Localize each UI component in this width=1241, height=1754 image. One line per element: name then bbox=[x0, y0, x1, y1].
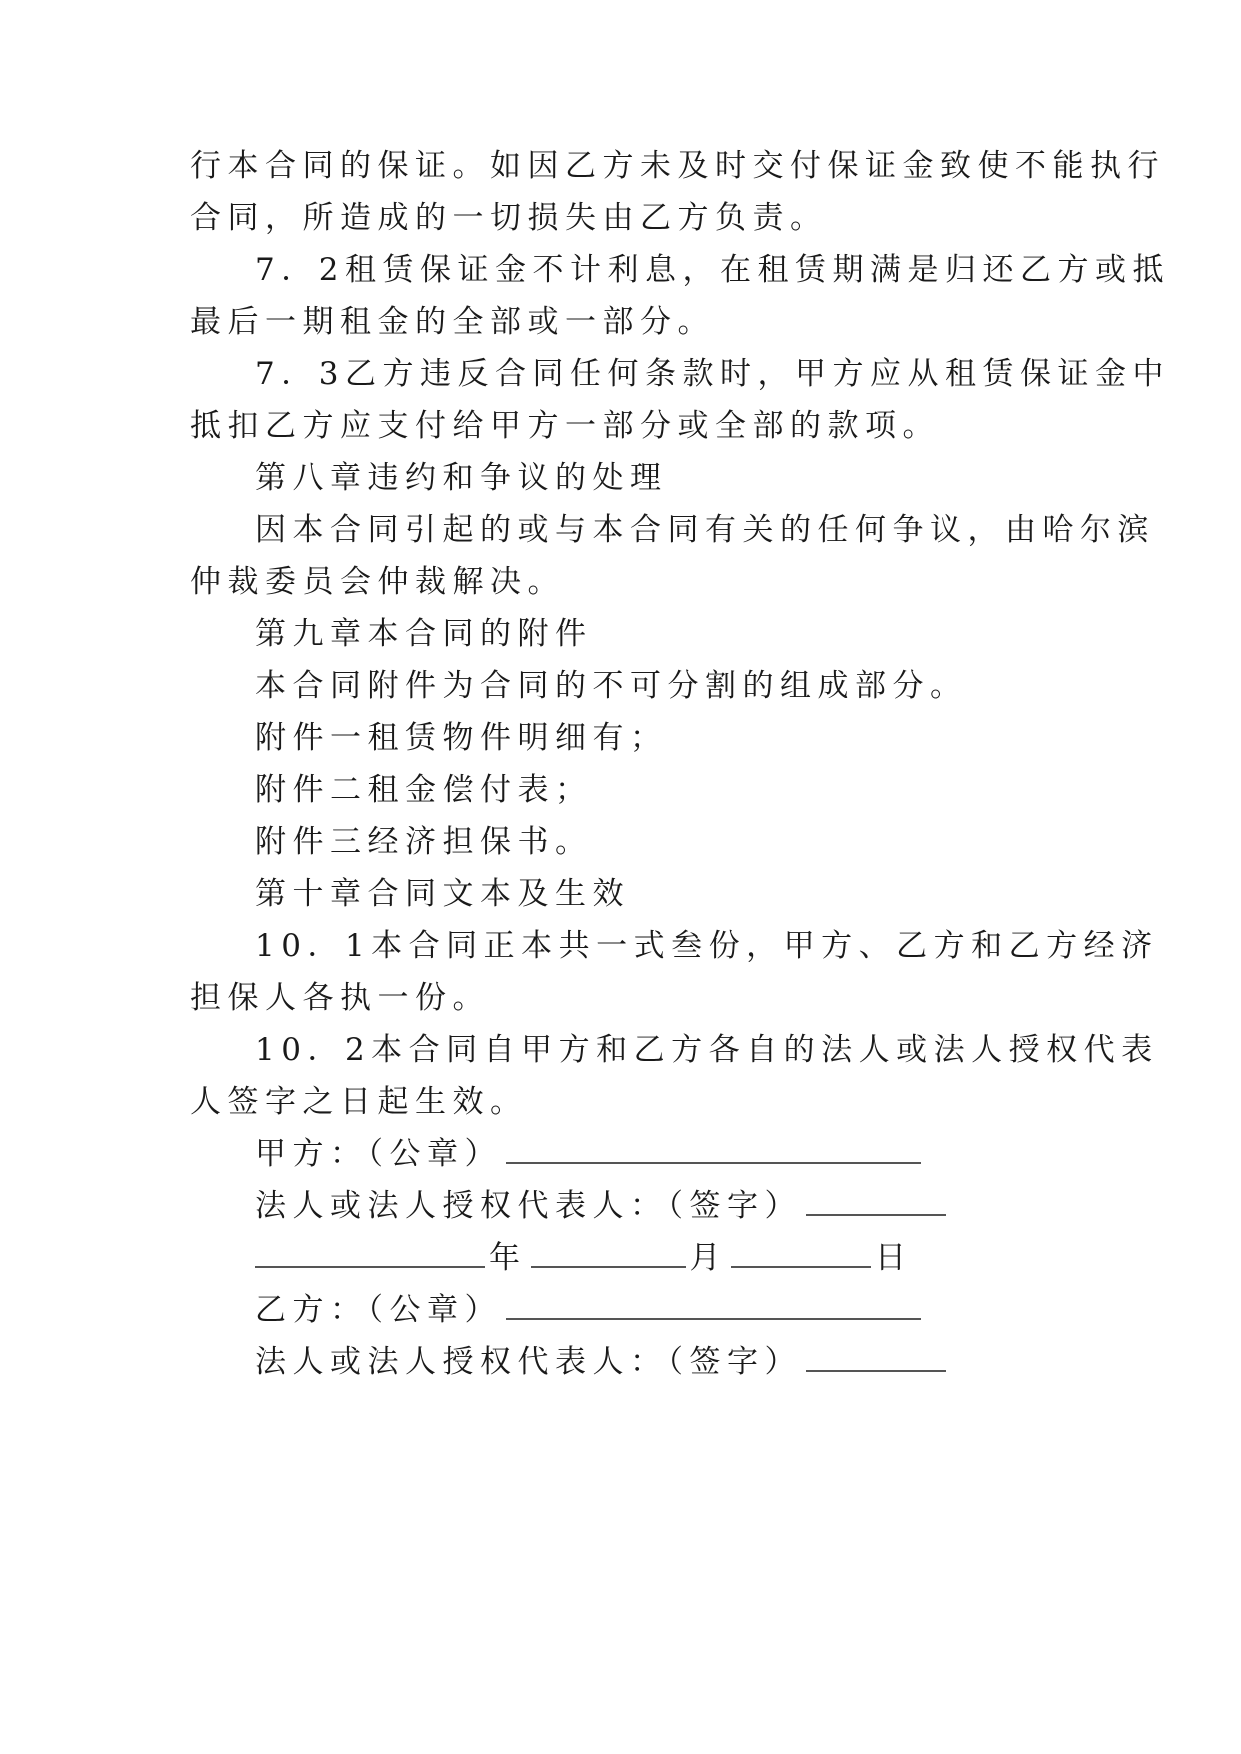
text-line: 10．1本合同正本共一式叁份，甲方、乙方和乙方经济 bbox=[255, 928, 1159, 964]
month-blank bbox=[531, 1236, 686, 1268]
party-b-label: 乙方：（公章） bbox=[255, 1292, 502, 1328]
text-line: 附件一租赁物件明细有； bbox=[255, 720, 668, 756]
text-line: 行本合同的保证。如因乙方未及时交付保证金致使不能执行 bbox=[190, 148, 1165, 184]
party-b-signature-line bbox=[255, 1333, 1115, 1391]
text-line: 仲裁委员会仲裁解决。 bbox=[190, 564, 565, 600]
month-label: 月 bbox=[689, 1240, 727, 1276]
party-b-seal-line bbox=[255, 1281, 1115, 1339]
day-label: 日 bbox=[875, 1240, 913, 1276]
text-line: 人签字之日起生效。 bbox=[190, 1084, 528, 1120]
text-line: 担保人各执一份。 bbox=[190, 980, 490, 1016]
text-line: 抵扣乙方应支付给甲方一部分或全部的款项。 bbox=[190, 408, 940, 444]
day-blank bbox=[731, 1236, 871, 1268]
text-line: 本合同附件为合同的不可分割的组成部分。 bbox=[255, 668, 968, 704]
chapter-heading: 第八章违约和争议的处理 bbox=[255, 460, 668, 496]
text-line: 因本合同引起的或与本合同有关的任何争议，由哈尔滨 bbox=[255, 512, 1155, 548]
party-a-seal-line bbox=[255, 1125, 1115, 1183]
text-line: 7．2租赁保证金不计利息，在租赁期满是归还乙方或抵 bbox=[255, 252, 1170, 288]
text-line: 合同，所造成的一切损失由乙方负责。 bbox=[190, 200, 828, 236]
year-blank bbox=[255, 1236, 485, 1268]
text-line: 最后一期租金的全部或一部分。 bbox=[190, 304, 715, 340]
party-a-seal-blank bbox=[506, 1132, 921, 1164]
party-a-signature-blank bbox=[806, 1184, 946, 1216]
chapter-heading: 第十章合同文本及生效 bbox=[255, 876, 630, 912]
party-b-seal-blank bbox=[506, 1288, 921, 1320]
party-b-signature-blank bbox=[806, 1340, 946, 1372]
text-line: 附件三经济担保书。 bbox=[255, 824, 593, 860]
text-line: 附件二租金偿付表； bbox=[255, 772, 593, 808]
chapter-heading: 第九章本合同的附件 bbox=[255, 616, 593, 652]
party-a-label: 甲方：（公章） bbox=[255, 1136, 502, 1172]
party-b-rep-label: 法人或法人授权代表人：（签字） bbox=[255, 1344, 802, 1380]
year-label: 年 bbox=[489, 1240, 527, 1276]
text-line: 7．3乙方违反合同任何条款时，甲方应从租赁保证金中 bbox=[255, 356, 1170, 392]
party-a-rep-label: 法人或法人授权代表人：（签字） bbox=[255, 1188, 802, 1224]
party-a-signature-line bbox=[255, 1177, 1115, 1235]
date-line bbox=[255, 1229, 1115, 1287]
text-line: 10．2本合同自甲方和乙方各自的法人或法人授权代表 bbox=[255, 1032, 1159, 1068]
